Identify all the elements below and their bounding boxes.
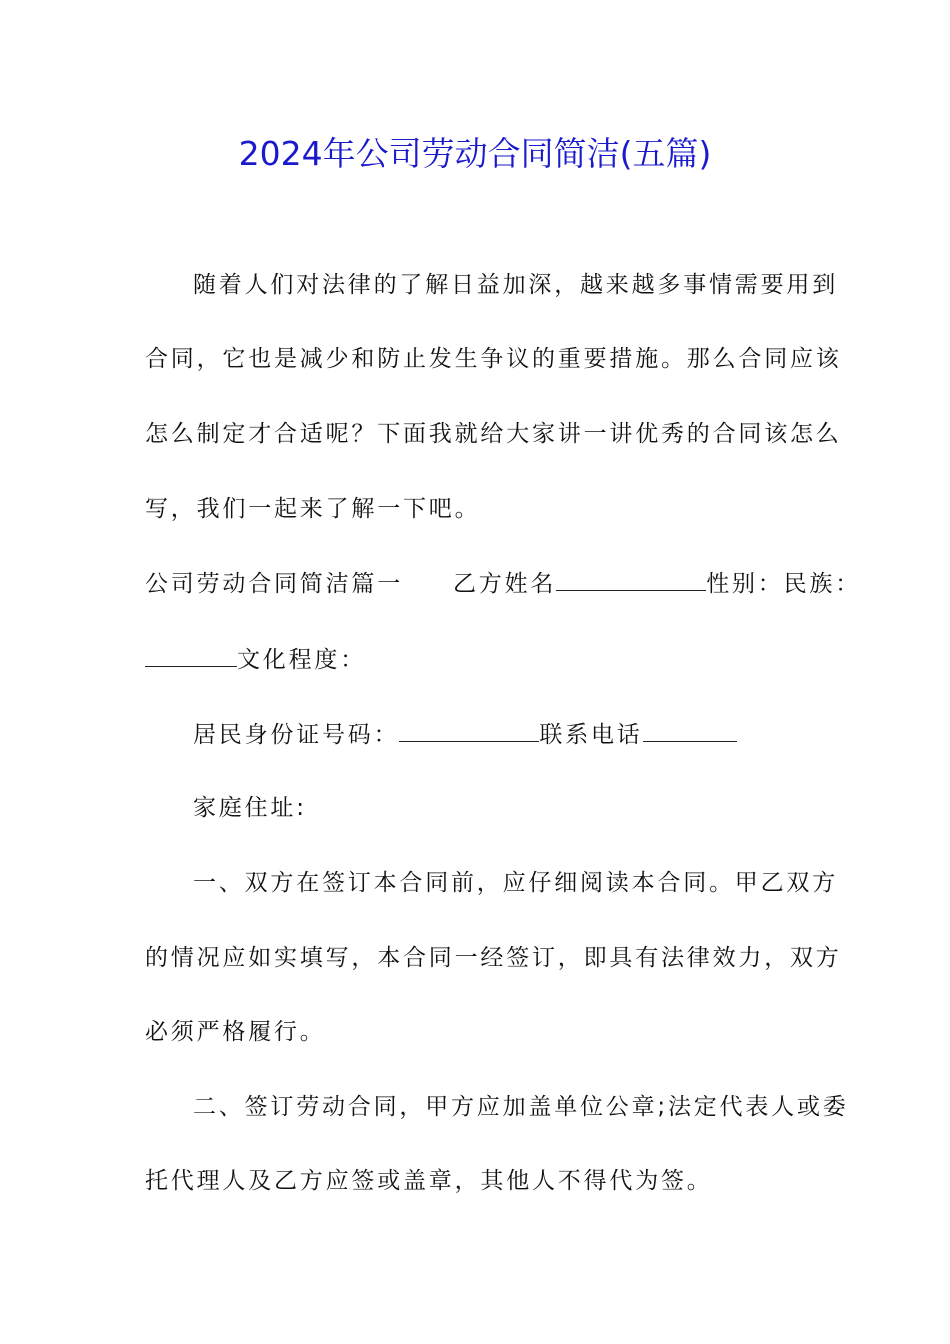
clause2-line-2: 托代理人及乙方应签或盖章，其他人不得代为签。 [145, 1168, 713, 1194]
section-heading-row [145, 564, 862, 604]
section-heading: 公司劳动合同简洁篇一 [145, 571, 403, 597]
address-label: 家庭住址: [193, 795, 307, 821]
name-blank [556, 564, 706, 591]
education-row [145, 640, 825, 680]
clause1-line-2: 的情况应如实填写，本合同一经签订，即具有法律效力，双方 [145, 945, 842, 971]
id-label: 居民身份证号码： [193, 722, 400, 748]
education-label: 文化程度： [237, 647, 366, 673]
phone-blank [643, 715, 737, 742]
document-title: 2024年公司劳动合同简洁(五篇) [238, 134, 712, 173]
phone-label: 联系电话 [539, 722, 643, 748]
intro-line-2: 合同，它也是减少和防止发生争议的重要措施。那么合同应该 [145, 346, 842, 372]
id-blank [399, 715, 539, 742]
id-phone-row [193, 715, 825, 755]
clause1-line-1: 一、双方在签订本合同前，应仔细阅读本合同。甲乙双方 [193, 870, 838, 896]
clause1-line-3: 必须严格履行。 [145, 1019, 326, 1045]
clause2-line-1: 二、签订劳动合同，甲方应加盖单位公章;法定代表人或委 [193, 1094, 849, 1120]
ethnic-blank [145, 640, 237, 667]
gender-ethnic-label: 性别：民族： [706, 571, 862, 597]
intro-line-3: 怎么制定才合适呢？下面我就给大家讲一讲优秀的合同该怎么 [145, 421, 842, 447]
name-label: 乙方姓名 [453, 571, 557, 597]
intro-line-1: 随着人们对法律的了解日益加深，越来越多事情需要用到 [193, 272, 838, 298]
intro-line-4: 写，我们一起来了解一下吧。 [145, 496, 481, 522]
